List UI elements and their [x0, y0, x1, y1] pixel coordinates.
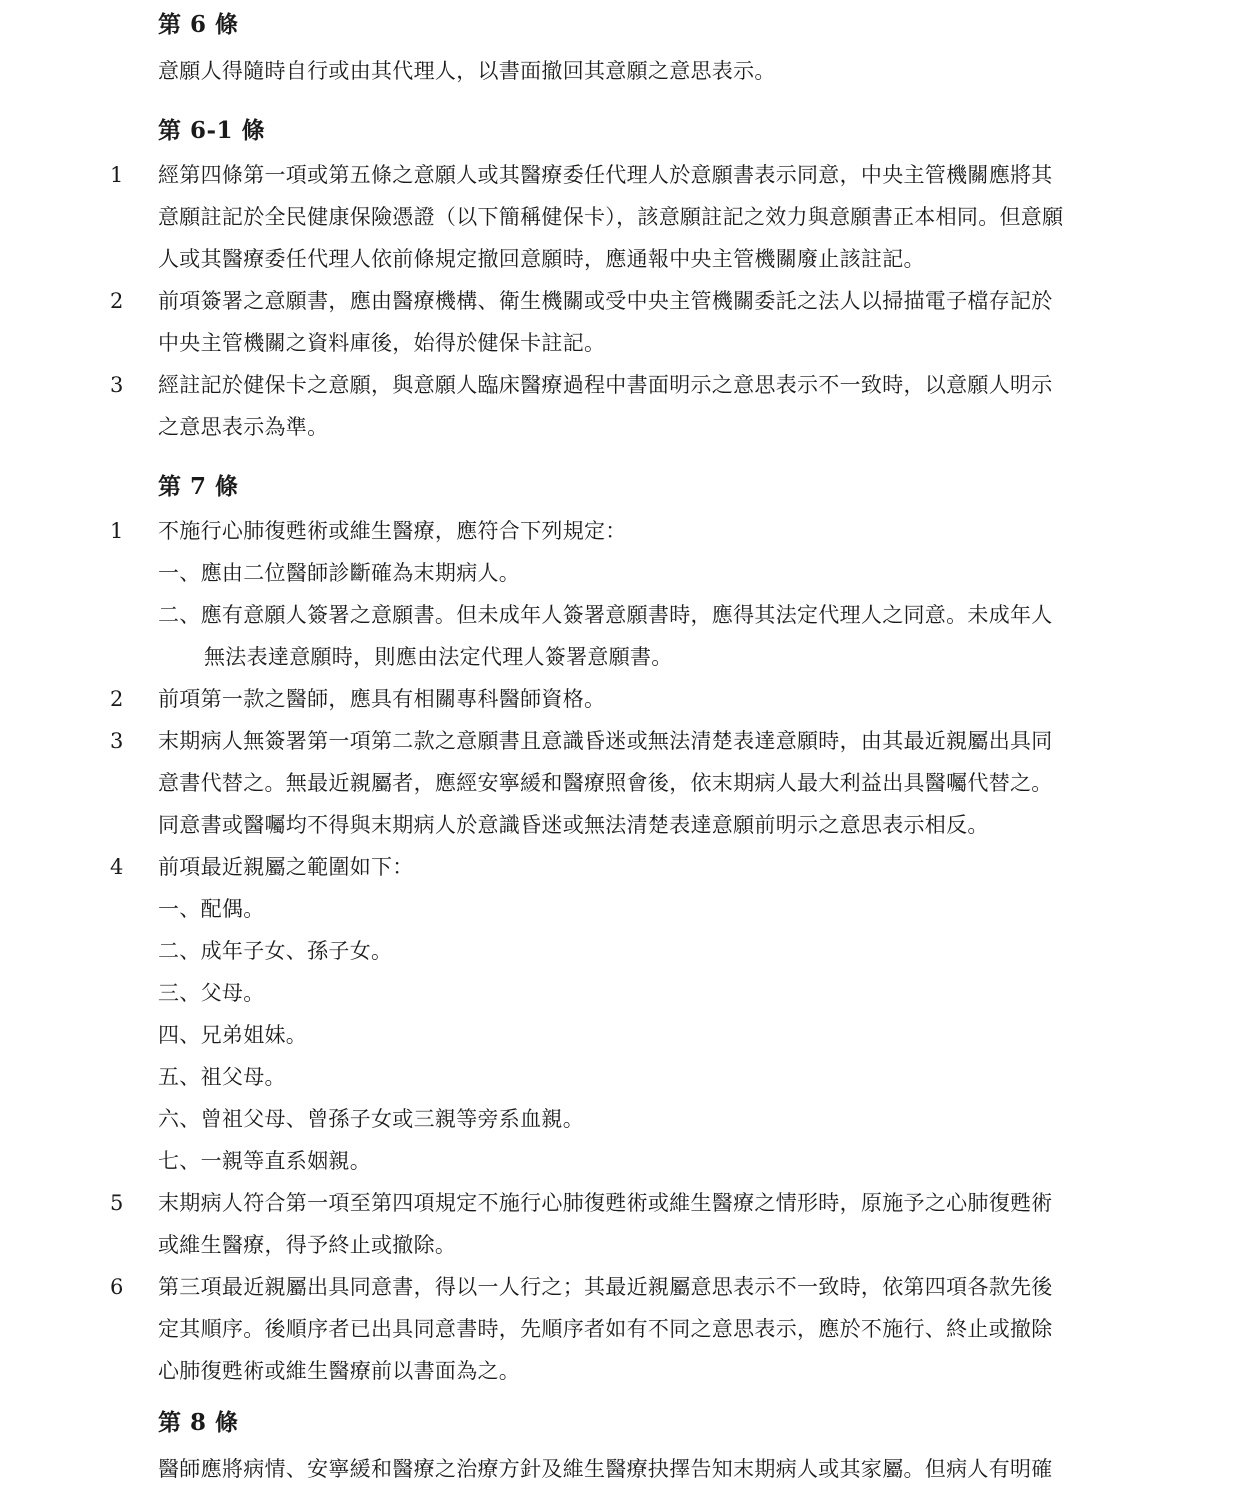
article-text-line: 前項簽署之意願書，應由醫療機構、衛生機關或受中央主管機關委託之法人以掃描電子檔存記於 [158, 289, 1053, 313]
article-list-item: 三、父母。 [158, 981, 265, 1005]
article-list-item: 七、一親等直系姻親。 [158, 1149, 371, 1173]
article-heading: 第 7 條 [158, 473, 239, 500]
paragraph-number: 4 [110, 855, 124, 879]
article-list-item: 六、曾祖父母、曾孫子女或三親等旁系血親。 [158, 1107, 584, 1131]
article-list-item: 一、應由二位醫師診斷確為末期病人。 [158, 561, 521, 585]
article-text-line: 末期病人無簽署第一項第二款之意願書且意識昏迷或無法清楚表達意願時，由其最近親屬出具同 [158, 729, 1053, 753]
article-text-line: 同意書或醫囑均不得與末期病人於意識昏迷或無法清楚表達意願前明示之意思表示相反。 [158, 813, 989, 837]
article-text-line: 第三項最近親屬出具同意書，得以一人行之；其最近親屬意思表示不一致時，依第四項各款先後 [158, 1275, 1053, 1299]
article-text-line: 意願人得隨時自行或由其代理人，以書面撤回其意願之意思表示。 [158, 59, 776, 83]
article-text-line: 不施行心肺復甦術或維生醫療，應符合下列規定： [158, 519, 627, 543]
article-text-line: 無法表達意願時，則應由法定代理人簽署意願書。 [204, 645, 673, 669]
article-text-line: 人或其醫療委任代理人依前條規定撤回意願時，應通報中央主管機關廢止該註記。 [158, 247, 925, 271]
article-text-line: 前項最近親屬之範圍如下： [158, 855, 414, 879]
article-text-line: 意書代替之。無最近親屬者，應經安寧緩和醫療照會後，依末期病人最大利益出具醫囑代替之。 [158, 771, 1053, 795]
article-text-line: 定其順序。後順序者已出具同意書時，先順序者如有不同之意思表示，應於不施行、終止或撤除 [158, 1317, 1053, 1341]
article-list-item: 一、配偶。 [158, 897, 265, 921]
paragraph-number: 3 [110, 729, 124, 753]
article-heading: 第 8 條 [158, 1409, 239, 1436]
article-text-line: 醫師應將病情、安寧緩和醫療之治療方針及維生醫療抉擇告知末期病人或其家屬。但病人有明確 [158, 1457, 1053, 1481]
article-text-line: 之意思表示為準。 [158, 415, 329, 439]
paragraph-number: 3 [110, 373, 124, 397]
paragraph-number: 2 [110, 289, 124, 313]
paragraph-number: 6 [110, 1275, 124, 1299]
paragraph-number: 5 [110, 1191, 124, 1215]
article-text-line: 經第四條第一項或第五條之意願人或其醫療委任代理人於意願書表示同意，中央主管機關應將其 [158, 163, 1053, 187]
paragraph-number: 1 [110, 163, 124, 187]
article-text-line: 中央主管機關之資料庫後，始得於健保卡註記。 [158, 331, 606, 355]
paragraph-number: 2 [110, 687, 124, 711]
article-text-line: 經註記於健保卡之意願，與意願人臨床醫療過程中書面明示之意思表示不一致時，以意願人明示 [158, 373, 1053, 397]
article-list-item: 五、祖父母。 [158, 1065, 286, 1089]
article-text-line: 意願註記於全民健康保險憑證（以下簡稱健保卡），該意願註記之效力與意願書正本相同。但意願 [158, 205, 1064, 229]
article-list-item: 二、成年子女、孫子女。 [158, 939, 393, 963]
article-text-line: 心肺復甦術或維生醫療前以書面為之。 [158, 1359, 521, 1383]
article-heading: 第 6-1 條 [158, 117, 266, 144]
article-text-line: 前項第一款之醫師，應具有相關專科醫師資格。 [158, 687, 606, 711]
article-list-item: 二、應有意願人簽署之意願書。但未成年人簽署意願書時，應得其法定代理人之同意。未成年人 [158, 603, 1053, 627]
article-heading: 第 6 條 [158, 11, 239, 38]
article-text-line: 末期病人符合第一項至第四項規定不施行心肺復甦術或維生醫療之情形時，原施予之心肺復甦術 [158, 1191, 1053, 1215]
article-text-line: 或維生醫療，得予終止或撤除。 [158, 1233, 457, 1257]
paragraph-number: 1 [110, 519, 124, 543]
article-list-item: 四、兄弟姐妹。 [158, 1023, 308, 1047]
